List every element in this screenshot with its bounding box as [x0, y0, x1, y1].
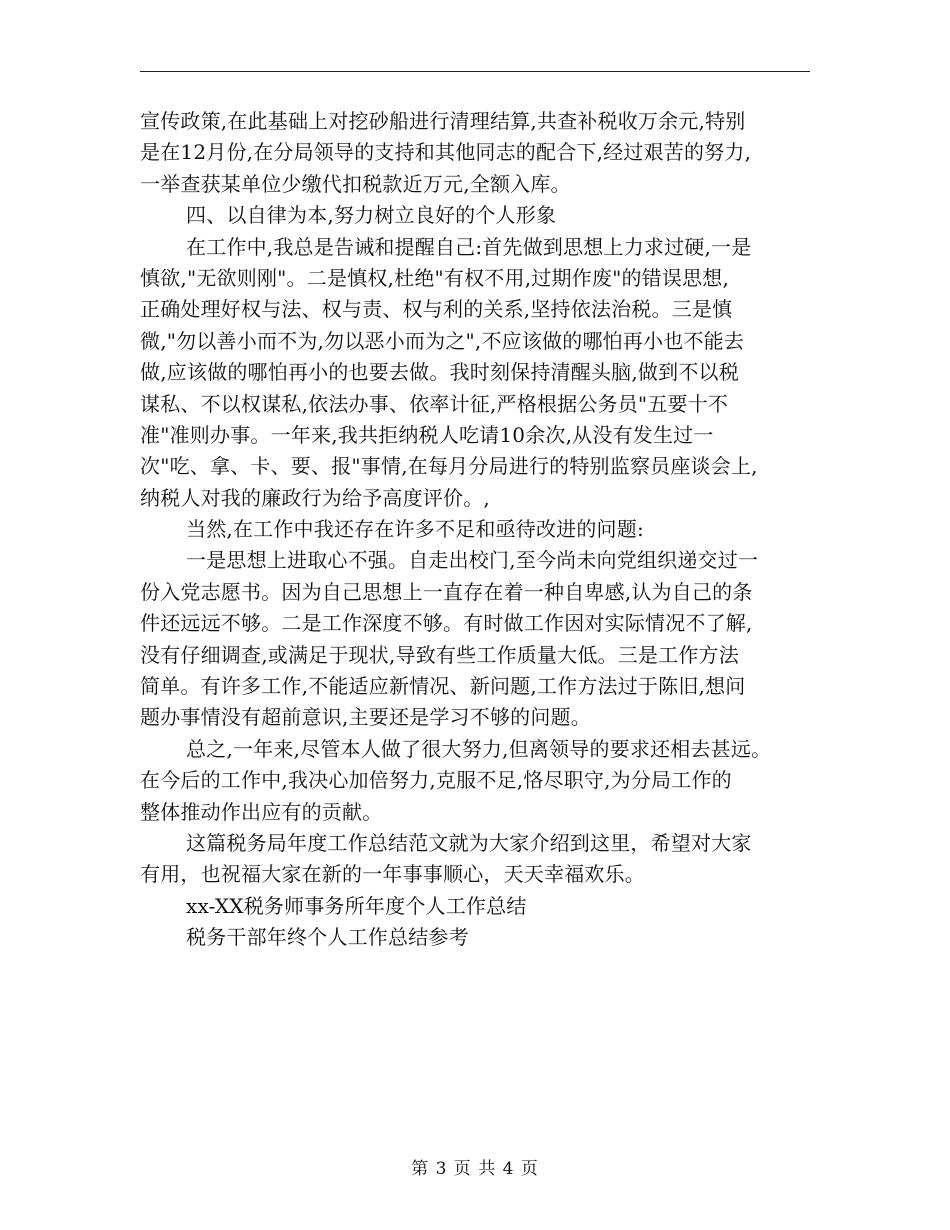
text-line: 次"吃、拿、卡、要、报"事情,在每月分局进行的特别监察员座谈会上, [140, 454, 758, 479]
text-line: 有用，也祝福大家在新的一年事事顺心，天天幸福欢乐。 [140, 862, 645, 887]
text-line: 题办事情没有超前意识,主要还是学习不够的问题。 [140, 705, 591, 730]
text-line: 这篇税务局年度工作总结范文就为大家介绍到这里，希望对大家 [186, 830, 752, 855]
text-line: 总之,一年来,尽管本人做了很大努力,但离领导的要求还相去甚远。 [186, 736, 772, 761]
text-line: 慎欲,"无欲则刚"。二是慎权,杜绝"有权不用,过期作废"的错误思想, [140, 265, 730, 290]
text-line: 份入党志愿书。因为自己思想上一直存在着一种自卑感,认为自己的条 [140, 579, 753, 604]
text-line: 纳税人对我的廉政行为给予高度评价。, [140, 485, 490, 510]
page-footer: 第 3 页 共 4 页 [411, 1159, 539, 1179]
text-line: 微,"勿以善小而不为,勿以恶小而为之",不应该做的哪怕再小也不能去 [140, 328, 745, 353]
text-line: 整体推动作出应有的贡献。 [140, 799, 383, 824]
header-rule [140, 71, 810, 72]
text-line: xx-XX税务师事务所年度个人工作总结 [186, 893, 527, 918]
text-line: 在今后的工作中,我决心加倍努力,克服不足,恪尽职守,为分局工作的 [140, 768, 732, 793]
text-line: 一举查获某单位少缴代扣税款近万元,全额入库。 [140, 171, 571, 196]
text-line: 一是思想上进取心不强。自走出校门,至今尚未向党组织递交过一 [186, 548, 759, 573]
text-line: 宣传政策,在此基础上对挖砂船进行清理结算,共查补税收万余元,特别 [140, 109, 746, 133]
text-line: 是在12月份,在分局领导的支持和其他同志的配合下,经过艰苦的努力, [140, 140, 752, 165]
text-line: 当然,在工作中我还存在许多不足和亟待改进的问题: [186, 517, 644, 542]
text-line: 没有仔细调查,或满足于现状,导致有些工作质量大低。三是工作方法 [140, 642, 739, 667]
text-line: 简单。有许多工作,不能适应新情况、新问题,工作方法过于陈旧,想问 [140, 674, 746, 699]
text-line: 件还远远不够。二是工作深度不够。有时做工作因对实际情况不了解, [140, 611, 753, 636]
text-line: 准"准则办事。一年来,我共拒纳税人吃请10余次,从没有发生过一 [140, 422, 714, 447]
text-line: 四、以自律为本,努力树立良好的个人形象 [186, 203, 557, 228]
text-line: 正确处理好权与法、权与责、权与利的关系,坚持依法治税。三是慎 [140, 297, 733, 322]
text-line: 做,应该做的哪怕再小的也要去做。我时刻保持清醒头脑,做到不以税 [140, 360, 739, 385]
text-line: 税务干部年终个人工作总结参考 [186, 925, 469, 950]
document-body [140, 106, 820, 954]
text-line: 在工作中,我总是告诫和提醒自己:首先做到思想上力求过硬,一是 [186, 234, 752, 259]
text-line: 谋私、不以权谋私,依法办事、依率计征,严格根据公务员"五要十不 [140, 391, 729, 416]
